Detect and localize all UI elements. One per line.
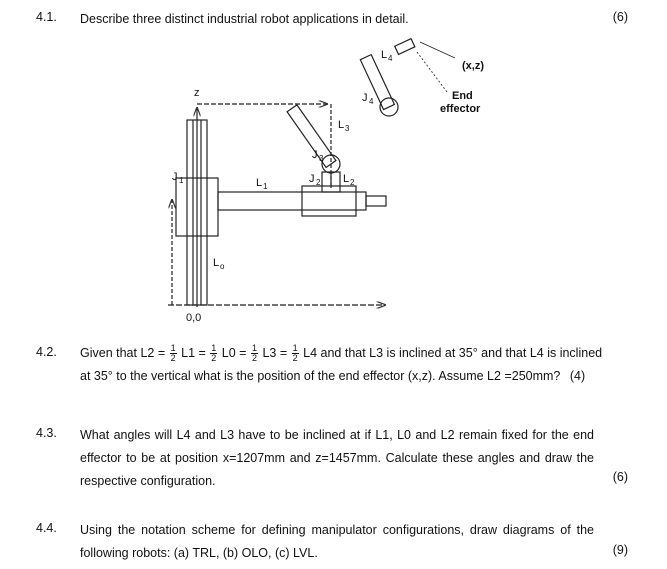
end-effector-xz-label: (x,z) bbox=[462, 60, 484, 72]
end-effector-gripper bbox=[395, 39, 415, 55]
question-text: Given that L2 = $\frac{1}{2}$ L1 = $\frac{1}{2}$ L0 = $\frac{1}{2}$ L3 = $\frac{1}{2}$ L4 and that L3 is inclined at 35° and that L4 is inclined at 35° to the vertical what is the position of the end effector (x,z). Assume L2 =250mm? (4) bbox=[80, 343, 603, 383]
svg-text:4: 4 bbox=[369, 97, 374, 106]
svg-text:o: o bbox=[220, 262, 225, 271]
label-L4: L bbox=[381, 49, 388, 61]
end-effector-label-1: End bbox=[452, 90, 473, 102]
label-L0: L bbox=[213, 257, 220, 269]
label-J2: J bbox=[309, 173, 315, 185]
question-4-4 bbox=[36, 519, 628, 565]
svg-text:3: 3 bbox=[345, 124, 350, 133]
label-J3: J bbox=[312, 149, 318, 161]
question-text: Describe three distinct industrial robot applications in detail. bbox=[80, 12, 409, 26]
question-number: 4.4. bbox=[36, 521, 57, 535]
question-4-3 bbox=[36, 424, 628, 494]
arm-end-cap bbox=[366, 196, 386, 206]
end-effector-label-2: effector bbox=[440, 103, 481, 115]
label-L2: L bbox=[343, 173, 350, 185]
question-text: What angles will L4 and L3 have to be inclined at if L1, L0 and L2 remain fixed for the end effector to be at position x=1207mm and z=1457mm. Calculate these angles and draw the respective configuration. bbox=[80, 428, 594, 488]
label-L1: L bbox=[256, 177, 263, 189]
joint-J2-block bbox=[302, 186, 356, 216]
label-J1: J bbox=[172, 171, 178, 183]
question-marks: (9) bbox=[612, 543, 628, 557]
z-axis-label: z bbox=[194, 87, 200, 99]
question-text: Using the notation scheme for defining manipulator configurations, draw diagrams of the following robots: (a) TRL, (b) OLO, (c) LVL. bbox=[80, 523, 594, 560]
link-L1-arm bbox=[218, 192, 366, 210]
svg-text:2: 2 bbox=[350, 178, 355, 187]
question-4-2 bbox=[36, 342, 628, 392]
question-number: 4.2. bbox=[36, 345, 57, 359]
svg-text:1: 1 bbox=[263, 182, 268, 191]
question-marks: (6) bbox=[612, 470, 628, 484]
question-marks: (4) bbox=[569, 369, 586, 383]
question-marks: (6) bbox=[612, 10, 628, 24]
question-number: 4.1. bbox=[36, 10, 57, 24]
label-L3: L bbox=[338, 119, 345, 131]
svg-text:1: 1 bbox=[179, 176, 184, 185]
label-J4: J bbox=[362, 92, 368, 104]
svg-text:3: 3 bbox=[319, 154, 324, 163]
origin-label: 0,0 bbox=[186, 312, 202, 324]
svg-text:4: 4 bbox=[388, 54, 393, 63]
svg-text:2: 2 bbox=[316, 178, 321, 187]
question-number: 4.3. bbox=[36, 426, 57, 440]
